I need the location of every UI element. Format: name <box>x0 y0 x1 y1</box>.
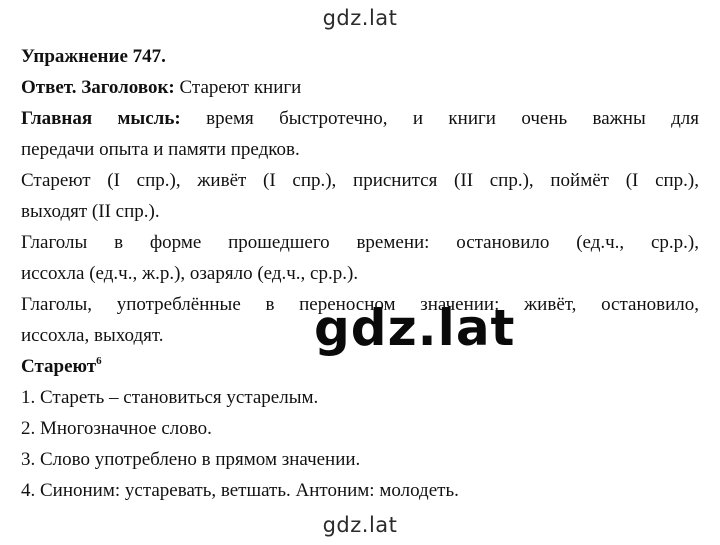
figurative-line-1: Глаголы, употреблённые в переносном значении: живёт, остановило, <box>21 294 699 315</box>
figurative-line-2: иссохла, выходят. <box>21 325 164 346</box>
list-item: 1. Стареть – становиться устарелым. <box>21 387 319 408</box>
word-heading-sup: 6 <box>96 355 102 367</box>
list-item: 3. Слово употреблено в прямом значении. <box>21 449 361 470</box>
past-tense-line-1: Глаголы в форме прошедшего времени: остановило (ед.ч., ср.р.), <box>21 232 699 253</box>
main-thought-label: Главная мысль: <box>21 108 181 129</box>
watermark-bottom: gdz.lat <box>322 513 398 537</box>
main-thought-text: время быстротечно, и книги очень важны для <box>206 108 700 129</box>
exercise-content <box>21 41 699 506</box>
answer-line <box>21 72 699 103</box>
answer-label: Ответ. Заголовок: <box>21 77 175 98</box>
past-tense-line-2: иссохла (ед.ч., ж.р.), озаряло (ед.ч., ср.р.). <box>21 263 359 284</box>
list-item: 2. Многозначное слово. <box>21 418 212 439</box>
word-heading-text: Стареют <box>21 356 97 377</box>
watermark-center: gdz.lat <box>314 299 516 357</box>
watermark-top: gdz.lat <box>322 6 398 30</box>
exercise-title: Упражнение 747. <box>21 46 166 67</box>
main-thought-line-2: передачи опыта и памяти предков. <box>21 139 300 160</box>
main-thought-line-1 <box>21 103 699 134</box>
answer-text: Стареют книги <box>179 77 302 98</box>
verbs-line-2: выходят (II спр.). <box>21 201 160 222</box>
verbs-line-1: Стареют (I спр.), живёт (I спр.), приснится (II спр.), поймёт (I спр.), <box>21 170 699 191</box>
list-item: 4. Синоним: устаревать, ветшать. Антоним: молодеть. <box>21 480 459 501</box>
